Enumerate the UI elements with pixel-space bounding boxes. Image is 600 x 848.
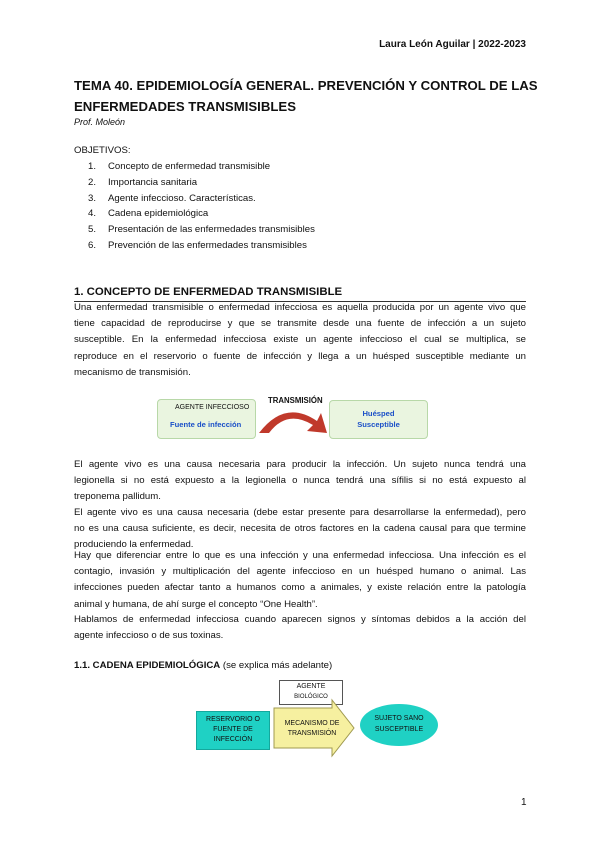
source-label: Fuente de infección xyxy=(170,420,242,429)
paragraph-definition: Una enfermedad transmisible o enfermedad infecciosa es aquella producida por un agente vivo que tiene capacidad de reproducirse y que se transmite desde una fuente de infección a un sujeto susceptible. En la enfermedad infecciosa existe un agente infeccioso el cual se multiplica, se reproduce en el reservorio o fuente de infección y llega a un huésped susceptible mediante un mecanismo de transmisión. xyxy=(74,302,526,378)
paragraph-sufficient-cause: El agente vivo es una causa necesaria (debe estar presente para desarrollarse la enfermedad), pero no es una causa suficiente, es decir, necesita de otros factores en la cadena causal para que termine produciendo la enfermedad. xyxy=(74,507,526,551)
objectives-list xyxy=(88,159,315,254)
objective-item: 3. Agente infeccioso. Características. xyxy=(88,192,256,204)
page-header: Laura León Aguilar | 2022-2023 xyxy=(379,39,526,50)
section-1-1-heading: 1.1. CADENA EPIDEMIOLÓGICA (se explica más adelante) xyxy=(74,660,333,671)
title-line-2: ENFERMEDADES TRANSMISIBLES xyxy=(74,99,297,114)
objective-item: 6. Prevención de las enfermedades transmisibles xyxy=(88,239,307,251)
page-number: 1 xyxy=(521,797,527,808)
paragraph-infection: Hay que diferenciar entre lo que es una infección y una enfermedad infecciosa. Una infección es el contagio, invasión y multiplicación del agente infeccioso en un huésped humano o animal. Las infecciones pueden afectar tanto a humanos como a animales, y existe relación entre la patología animal y humana, de ahí surge el concepto “One Health”. xyxy=(74,550,526,610)
objective-item: 1. Concepto de enfermedad transmisible xyxy=(88,161,271,172)
section-1-heading: 1. CONCEPTO DE ENFERMEDAD TRANSMISIBLE xyxy=(74,286,342,298)
objective-item: 2. Importancia sanitaria xyxy=(88,176,198,188)
title-line-1: TEMA 40. EPIDEMIOLOGÍA GENERAL. PREVENCIÓN Y CONTROL DE LAS xyxy=(74,78,538,93)
professor-name: Prof. Moleón xyxy=(74,117,126,127)
reservoir-box: RESERVORIO O FUENTE DE INFECCIÓN xyxy=(196,711,270,750)
host-ellipse: SUJETO SANO SUSCEPTIBLE xyxy=(360,704,438,746)
agent-source-box xyxy=(157,399,256,439)
objective-item: 5. Presentación de las enfermedades transmisibles xyxy=(88,224,315,236)
paragraph-infectious-disease: Hablamos de enfermedad infecciosa cuando aparecen signos y síntomas debidos a la acción del agente infeccioso o de sus toxinas. xyxy=(74,614,526,642)
agent-label: AGENTE INFECCIOSO xyxy=(175,404,250,411)
host-label: Huésped Susceptible xyxy=(357,409,400,429)
transmission-label: TRANSMISIÓN xyxy=(268,396,323,405)
curved-arrow-icon xyxy=(255,403,329,437)
agent-box: AGENTE BIOLÓGICO xyxy=(279,680,343,705)
mechanism-label: MECANISMO DE TRANSMISIÓN xyxy=(284,720,340,737)
page-title xyxy=(74,75,544,117)
host-box xyxy=(329,400,428,439)
objectives-label: OBJETIVOS: xyxy=(74,145,131,156)
objective-item: 4. Cadena epidemiológica xyxy=(88,208,209,220)
paragraph-necessary-cause: El agente vivo es una causa necesaria para producir la infección. Un sujeto nunca tendrá una legionella si no está expuesto a la legionella o nunca tendrá una sífilis si no está expuesto al treponema pallidum. xyxy=(74,459,526,503)
